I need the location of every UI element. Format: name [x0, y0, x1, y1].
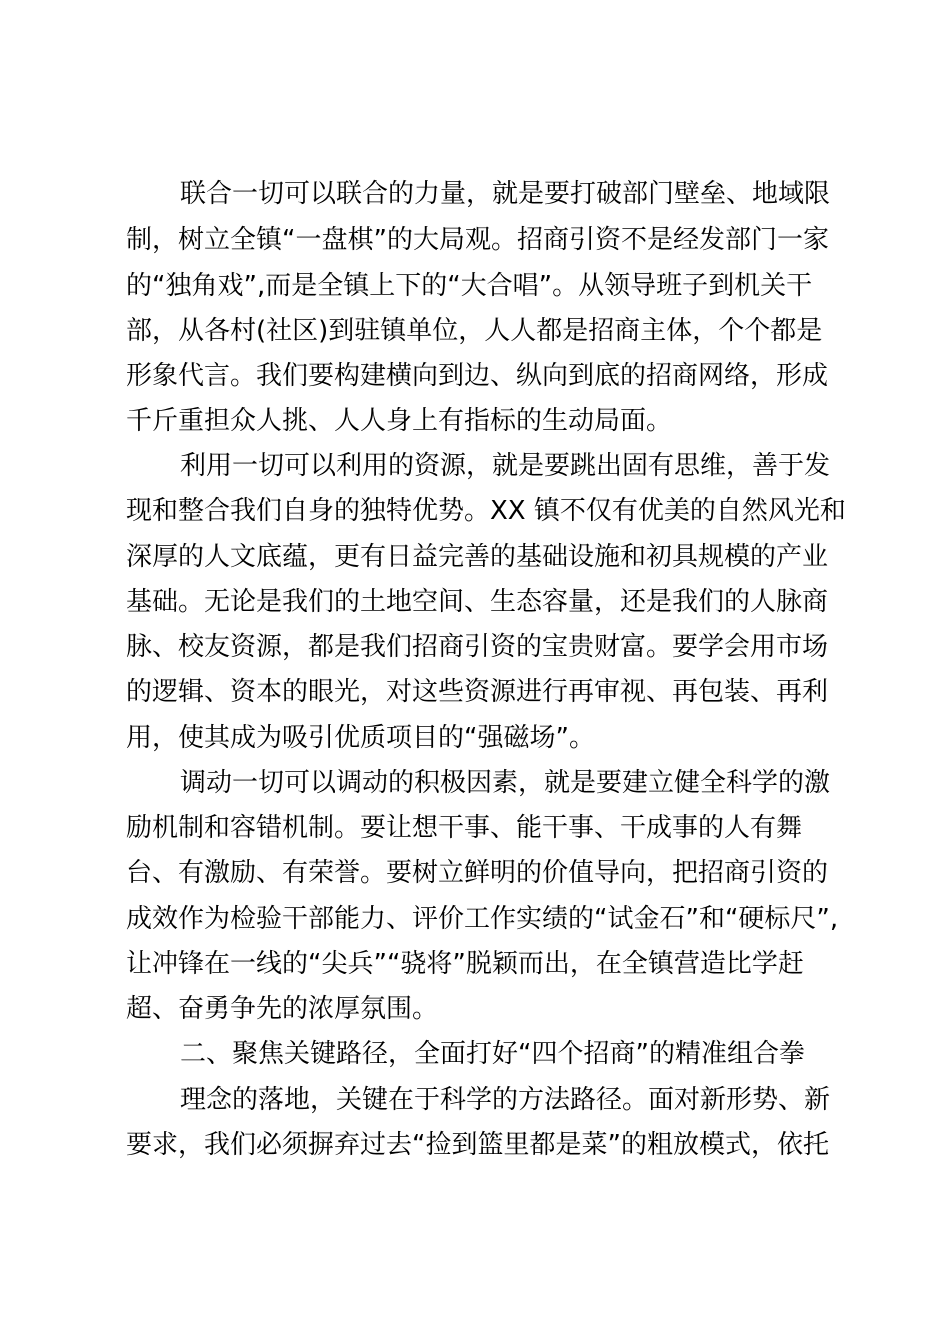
text-line: 部，从各村(社区)到驻镇单位，人人都是招商主体，个个都是 — [126, 316, 823, 346]
text-line: 联合一切可以联合的力量，就是要打破部门壁垒、地域限 — [180, 179, 831, 209]
text-line: 现和整合我们自身的独特优势。XX 镇不仅有优美的自然风光和 — [126, 496, 846, 526]
text-line: 深厚的人文底蕴，更有日益完善的基础设施和初具规模的产业 — [126, 542, 829, 572]
section-heading: 二、聚焦关键路径，全面打好“四个招商”的精准组合拳 — [180, 1039, 805, 1069]
text-line: 让冲锋在一线的“尖兵”“骁将”脱颖而出，在全镇营造比学赶 — [126, 949, 804, 979]
text-line: 制，树立全镇“一盘棋”的大局观。招商引资不是经发部门一家 — [126, 225, 829, 255]
text-line: 基础。无论是我们的土地空间、生态容量，还是我们的人脉商 — [126, 587, 829, 617]
text-line: 利用一切可以利用的资源，就是要跳出固有思维，善于发 — [180, 451, 831, 481]
text-line: 超、奋勇争先的浓厚氛围。 — [126, 994, 439, 1024]
text-line: 形象代言。我们要构建横向到边、纵向到底的招商网络，形成 — [126, 361, 829, 391]
text-line: 的逻辑、资本的眼光，对这些资源进行再审视、再包装、再利 — [126, 677, 829, 707]
text-line: 千斤重担众人挑、人人身上有指标的生动局面。 — [126, 406, 673, 436]
text-line: 要求，我们必须摒弃过去“捡到篮里都是菜”的粗放模式，依托 — [126, 1130, 829, 1160]
text-line: 成效作为检验干部能力、评价工作实绩的“试金石”和“硬标尺”, — [126, 904, 839, 934]
text-line: 调动一切可以调动的积极因素，就是要建立健全科学的激 — [180, 768, 831, 798]
text-line: 用，使其成为吸引优质项目的“强磁场”。 — [126, 723, 595, 753]
text-line: 的“独角戏”,而是全镇上下的“大合唱”。从领导班子到机关干 — [126, 271, 813, 301]
text-line: 台、有激励、有荣誉。要树立鲜明的价值导向，把招商引资的 — [126, 858, 829, 888]
text-line: 理念的落地，关键在于科学的方法路径。面对新形势、新 — [180, 1085, 831, 1115]
text-line: 脉、校友资源，都是我们招商引资的宝贵财富。要学会用市场 — [126, 632, 829, 662]
text-line: 励机制和容错机制。要让想干事、能干事、干成事的人有舞 — [126, 813, 803, 843]
